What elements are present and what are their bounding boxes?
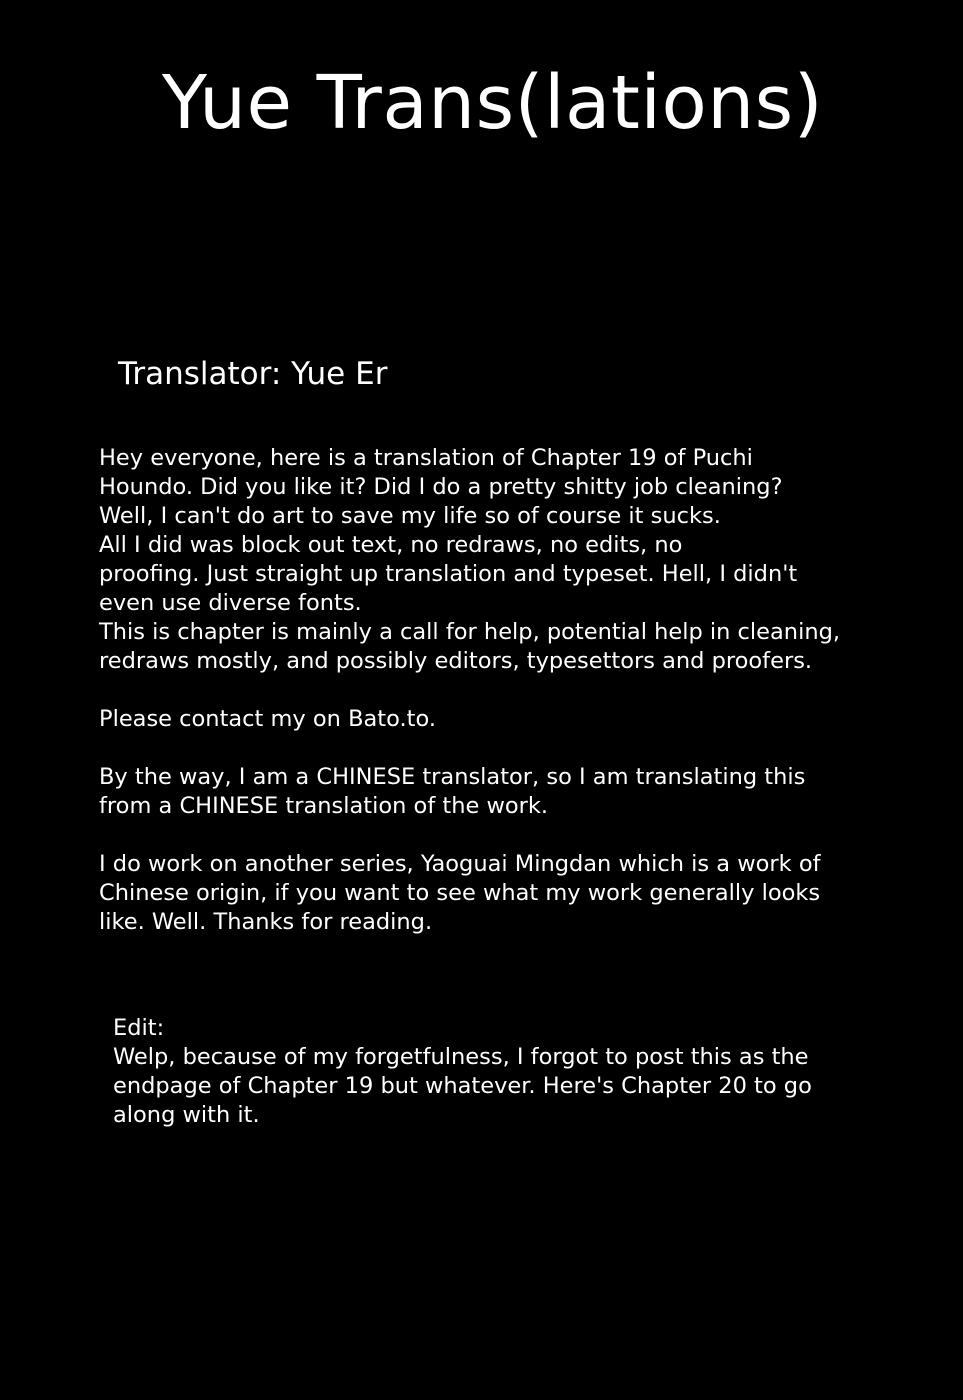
translator-message: [99, 444, 949, 937]
message-line: like. Well. Thanks for reading.: [99, 909, 433, 935]
message-line: redraws mostly, and possibly editors, typesettors and proofers.: [99, 648, 813, 674]
edit-line: along with it.: [113, 1102, 260, 1128]
message-line: This is chapter is mainly a call for help, potential help in cleaning,: [99, 619, 841, 645]
message-line: Chinese origin, if you want to see what my work generally looks: [99, 880, 821, 906]
paragraph-gap: [99, 821, 949, 850]
translator-credit: Translator: Yue Er: [118, 356, 388, 392]
edit-label: Edit:: [113, 1015, 165, 1041]
message-line: Houndo. Did you like it? Did I do a pretty shitty job cleaning?: [99, 474, 783, 500]
edit-line: Welp, because of my forgetfulness, I forgot to post this as the: [113, 1044, 809, 1070]
paragraph-gap: [99, 676, 949, 705]
edit-line: endpage of Chapter 19 but whatever. Here's Chapter 20 to go: [113, 1073, 812, 1099]
message-line: even use diverse fonts.: [99, 590, 362, 616]
message-line: By the way, I am a CHINESE translator, so I am translating this: [99, 764, 806, 790]
contact-line: Please contact my on Bato.to.: [99, 706, 436, 732]
message-line: from a CHINESE translation of the work.: [99, 793, 549, 819]
message-line: All I did was block out text, no redraws, no edits, no: [99, 532, 683, 558]
message-line: Hey everyone, here is a translation of Chapter 19 of Puchi: [99, 445, 753, 471]
message-line: proofing. Just straight up translation and typeset. Hell, I didn't: [99, 561, 798, 587]
message-line: Well, I can't do art to save my life so of course it sucks.: [99, 503, 721, 529]
paragraph-gap: [99, 734, 949, 763]
message-line: I do work on another series, Yaoguai Mingdan which is a work of: [99, 851, 821, 877]
edit-note: [113, 1014, 943, 1130]
page-title: Yue Trans(lations): [161, 60, 824, 146]
